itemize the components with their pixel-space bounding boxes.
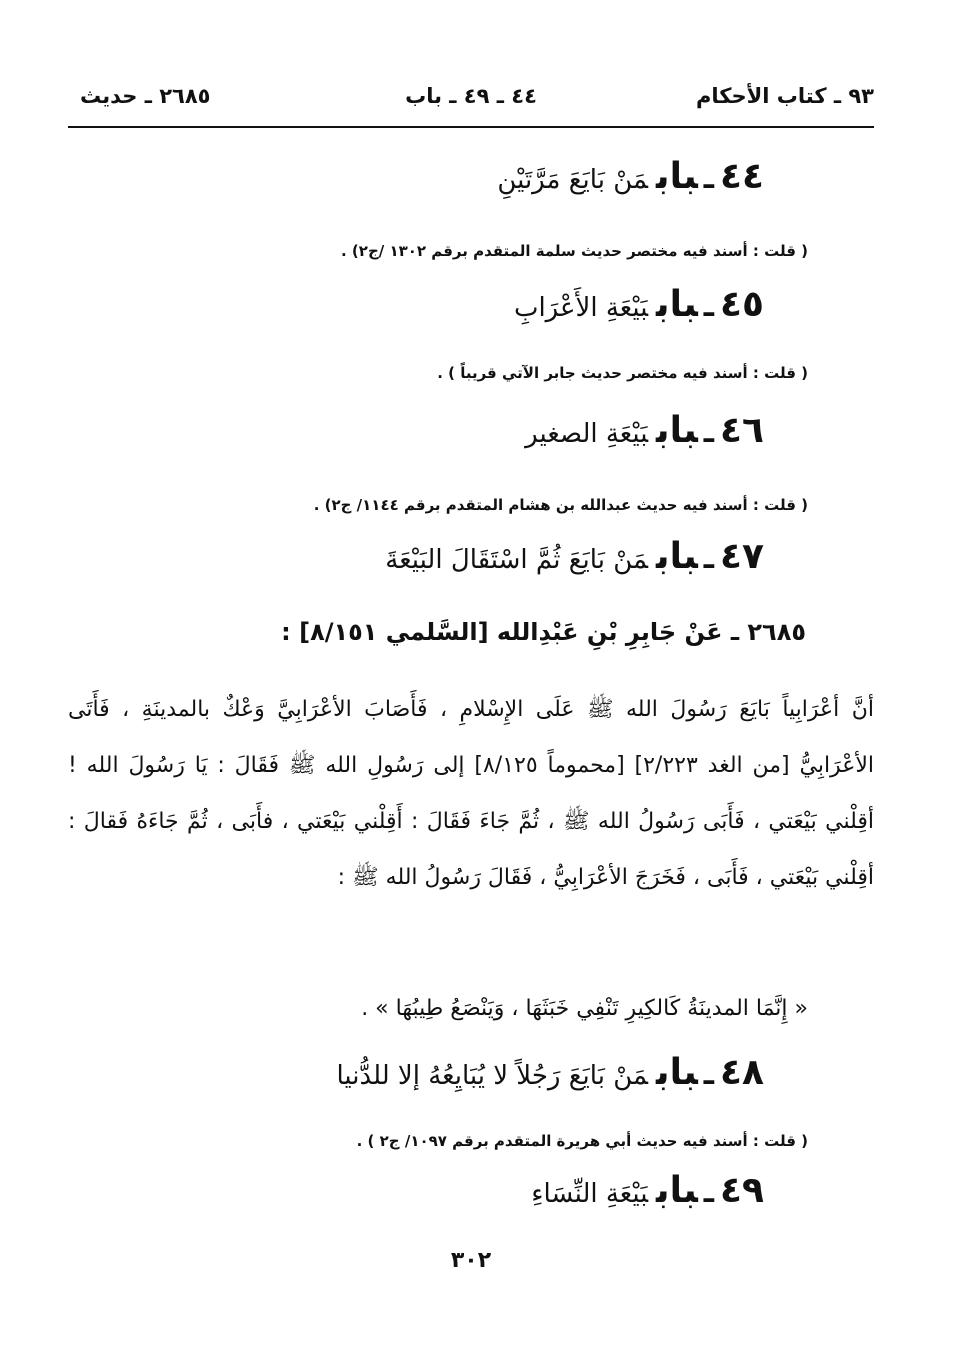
editor-note-3: ( قلت : أسند فيه حديث عبدالله بن هشام المتقدم برقم ١١٤٤/ ج٢) . (313, 496, 808, 514)
book-page (68, 70, 874, 1310)
chapter-number: ٤٥ (720, 284, 764, 325)
chapter-heading-45 (514, 284, 764, 325)
editor-note-4: ( قلت : أسند فيه حديث أبي هريرة المتقدم برقم ١٠٩٧/ ج٢ ) . (356, 1132, 808, 1150)
running-header-hadith: ٢٦٨٥ ـ حديث (80, 84, 211, 108)
chapter-title: مَنْ بَايَعَ مَرَّتَيْنِ (497, 165, 649, 195)
chapter-heading-48 (336, 1052, 764, 1093)
chapter-title: بَيْعَةِ الصغير (525, 419, 649, 449)
chapter-heading-44 (497, 156, 764, 197)
running-header-chapters: ٤٤ ـ ٤٩ ـ باب (405, 84, 537, 108)
running-header (68, 84, 874, 118)
chapter-word: باب (656, 1052, 698, 1093)
hadith-heading: ٢٦٨٥ ـ عَنْ جَابِرِ بْنِ عَبْدِالله [السَّلمي ٨/١٥١] : (281, 618, 806, 646)
prophetic-saying: « إِنَّمَا المدينَةُ كَالكِيرِ تَنْفِي خَبَثَهَا ، وَيَنْصَعُ طِيبُهَا » . (361, 996, 808, 1021)
chapter-dash: ـ (703, 541, 715, 576)
chapter-number: ٤٦ (720, 410, 764, 451)
chapter-dash: ـ (703, 289, 715, 324)
chapter-title: بَيْعَةِ الأَعْرَابِ (513, 293, 649, 323)
page-number: ٣٠٢ (450, 1248, 492, 1273)
chapter-number: ٤٩ (720, 1170, 764, 1211)
chapter-word: باب (656, 284, 698, 325)
header-divider (68, 126, 874, 128)
chapter-dash: ـ (703, 1057, 715, 1092)
chapter-title: مَنْ بَايَعَ ثُمَّ اسْتَقَالَ البَيْعَةَ (385, 545, 649, 575)
chapter-title: مَنْ بَايَعَ رَجُلاً لا يُبَايِعُهُ إلا للدُّنيا (336, 1061, 649, 1091)
chapter-title: بَيْعَةِ النِّسَاءِ (531, 1179, 649, 1209)
chapter-number: ٤٤ (720, 156, 764, 197)
hadith-body: أنَّ أعْرَابِياً بَايَعَ رَسُولَ الله ﷺ عَلَى الإِسْلامِ ، فَأَصَابَ الأعْرَابِيَّ وَعْكٌ بالمدينَةِ ، فَأَتَى الأعْرَابِيُّ [من الغد ٢/٢٢٣] [محموماً ٨/١٢٥] إلى رَسُولِ الله ﷺ فَقَالَ : يَا رَسُولَ الله ! أقِلْني بَيْعَتي ، فَأَبَى رَسُولُ الله ﷺ ، ثُمَّ جَاءَ فَقَالَ : أَقِلْني بَيْعَتي ، فأَبَى ، ثُمَّ جَاءَهُ فَقالَ : أقِلْني بَيْعَتي ، فَأَبَى ، فَخَرَجَ الأعْرَابِيُّ ، فَقَالَ رَسُولُ الله ﷺ : (68, 697, 874, 890)
chapter-word: باب (656, 156, 698, 197)
chapter-heading-46 (525, 410, 764, 451)
chapter-word: باب (656, 536, 698, 577)
chapter-dash: ـ (703, 1175, 715, 1210)
chapter-number: ٤٧ (720, 536, 764, 577)
chapter-number: ٤٨ (720, 1052, 764, 1093)
chapter-heading-49 (531, 1170, 764, 1211)
editor-note-2: ( قلت : أسند فيه مختصر حديث جابر الآتي قريباً ) . (437, 364, 808, 382)
chapter-word: باب (656, 1170, 698, 1211)
chapter-dash: ـ (703, 161, 715, 196)
editor-note-1: ( قلت : أسند فيه مختصر حديث سلمة المتقدم برقم ١٣٠٢ /ج٢) . (341, 242, 808, 260)
chapter-word: باب (656, 410, 698, 451)
chapter-dash: ـ (703, 415, 715, 450)
running-header-book: ٩٣ ـ كتاب الأحكام (696, 84, 874, 108)
chapter-heading-47 (385, 536, 764, 577)
